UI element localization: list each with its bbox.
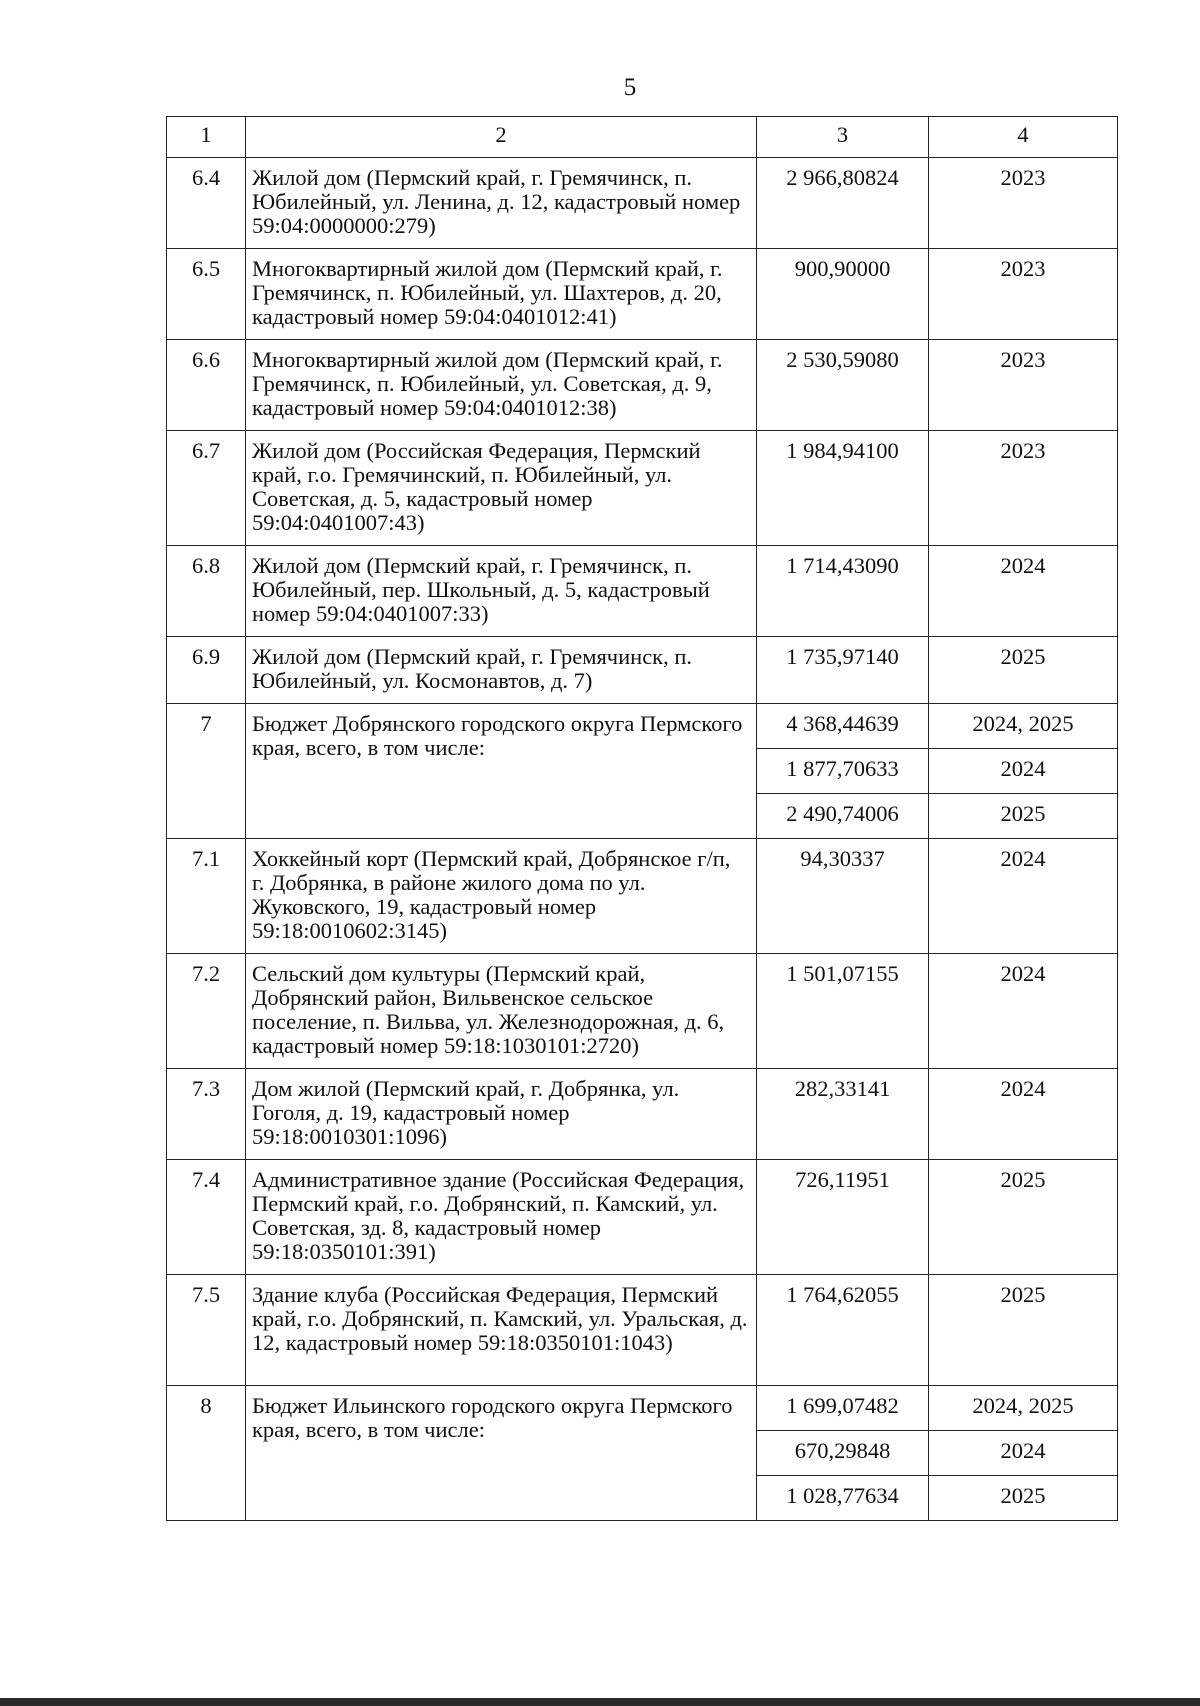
row-year: 2023 xyxy=(929,431,1118,546)
row-amount: 900,90000 xyxy=(757,249,929,340)
budget-row xyxy=(167,1386,1118,1431)
table-row xyxy=(167,1160,1118,1275)
row-description: Жилой дом (Пермский край, г. Гремячинск, п. Юбилейный, ул. Космонавтов, д. 7) xyxy=(246,637,757,704)
row-description: Сельский дом культуры (Пермский край, Добрянский район, Вильвенское сельское поселение, п. Вильва, ул. Железнодорожная, д. 6, кадастровый номер 59:18:1030101:2720) xyxy=(246,954,757,1069)
row-year: 2023 xyxy=(929,340,1118,431)
row-number: 6.9 xyxy=(167,637,246,704)
row-amount: 1 735,97140 xyxy=(757,637,929,704)
budget-year: 2025 xyxy=(929,794,1118,839)
row-number: 6.8 xyxy=(167,546,246,637)
budget-row xyxy=(167,704,1118,749)
row-description: Многоквартирный жилой дом (Пермский край, г. Гремячинск, п. Юбилейный, ул. Шахтеров, д. 20, кадастровый номер 59:04:0401012:41) xyxy=(246,249,757,340)
row-amount: 1 714,43090 xyxy=(757,546,929,637)
row-number: 7.4 xyxy=(167,1160,246,1275)
row-description: Бюджет Добрянского городского округа Пермского края, всего, в том числе: xyxy=(246,704,757,839)
row-amount: 2 966,80824 xyxy=(757,158,929,249)
budget-year: 2024 xyxy=(929,749,1118,794)
budget-amount: 1 028,77634 xyxy=(757,1476,929,1521)
header-cell: 4 xyxy=(929,117,1118,158)
row-number: 7.5 xyxy=(167,1275,246,1386)
row-description: Жилой дом (Российская Федерация, Пермский край, г.о. Гремячинский, п. Юбилейный, ул. Советская, д. 5, кадастровый номер 59:04:0401007:43) xyxy=(246,431,757,546)
row-number: 8 xyxy=(167,1386,246,1521)
row-number: 7 xyxy=(167,704,246,839)
row-number: 7.1 xyxy=(167,839,246,954)
row-number: 6.5 xyxy=(167,249,246,340)
row-amount: 94,30337 xyxy=(757,839,929,954)
table-row xyxy=(167,546,1118,637)
scan-bottom-edge xyxy=(0,1698,1200,1706)
budget-amount: 670,29848 xyxy=(757,1431,929,1476)
row-year: 2024 xyxy=(929,1069,1118,1160)
budget-amount: 2 490,74006 xyxy=(757,794,929,839)
budget-total-year: 2024, 2025 xyxy=(929,1386,1118,1431)
row-year: 2023 xyxy=(929,158,1118,249)
budget-amount: 1 877,70633 xyxy=(757,749,929,794)
table-row xyxy=(167,340,1118,431)
row-description: Жилой дом (Пермский край, г. Гремячинск, п. Юбилейный, пер. Школьный, д. 5, кадастровый номер 59:04:0401007:33) xyxy=(246,546,757,637)
row-year: 2023 xyxy=(929,249,1118,340)
budget-total-amount: 1 699,07482 xyxy=(757,1386,929,1431)
row-year: 2025 xyxy=(929,1160,1118,1275)
page-number: 5 xyxy=(623,74,637,101)
header-row xyxy=(167,117,1118,158)
budget-table xyxy=(166,116,1118,1521)
table-row xyxy=(167,839,1118,954)
table-row xyxy=(167,1275,1118,1386)
row-description: Здание клуба (Российская Федерация, Пермский край, г.о. Добрянский, п. Камский, ул. Уральская, д. 12, кадастровый номер 59:18:0350101:1043) xyxy=(246,1275,757,1386)
row-description: Жилой дом (Пермский край, г. Гремячинск, п. Юбилейный, ул. Ленина, д. 12, кадастровый номер 59:04:0000000:279) xyxy=(246,158,757,249)
row-description: Многоквартирный жилой дом (Пермский край, г. Гремячинск, п. Юбилейный, ул. Советская, д. 9, кадастровый номер 59:04:0401012:38) xyxy=(246,340,757,431)
row-number: 7.2 xyxy=(167,954,246,1069)
budget-total-amount: 4 368,44639 xyxy=(757,704,929,749)
row-year: 2025 xyxy=(929,1275,1118,1386)
row-year: 2024 xyxy=(929,954,1118,1069)
row-amount: 1 984,94100 xyxy=(757,431,929,546)
table-row xyxy=(167,158,1118,249)
table-row xyxy=(167,954,1118,1069)
row-number: 6.4 xyxy=(167,158,246,249)
row-description: Дом жилой (Пермский край, г. Добрянка, ул. Гоголя, д. 19, кадастровый номер 59:18:0010301:1096) xyxy=(246,1069,757,1160)
row-number: 6.7 xyxy=(167,431,246,546)
row-description: Бюджет Ильинского городского округа Пермского края, всего, в том числе: xyxy=(246,1386,757,1521)
header-cell: 3 xyxy=(757,117,929,158)
row-year: 2024 xyxy=(929,546,1118,637)
row-year: 2025 xyxy=(929,637,1118,704)
header-cell: 1 xyxy=(167,117,246,158)
budget-total-year: 2024, 2025 xyxy=(929,704,1118,749)
row-year: 2024 xyxy=(929,839,1118,954)
row-description: Хоккейный корт (Пермский край, Добрянское г/п, г. Добрянка, в районе жилого дома по ул. Жуковского, 19, кадастровый номер 59:18:0010602:3145) xyxy=(246,839,757,954)
table-row xyxy=(167,431,1118,546)
budget-year: 2025 xyxy=(929,1476,1118,1521)
row-number: 7.3 xyxy=(167,1069,246,1160)
table-row xyxy=(167,249,1118,340)
row-amount: 1 764,62055 xyxy=(757,1275,929,1386)
row-amount: 282,33141 xyxy=(757,1069,929,1160)
row-number: 6.6 xyxy=(167,340,246,431)
row-amount: 726,11951 xyxy=(757,1160,929,1275)
header-cell: 2 xyxy=(246,117,757,158)
row-amount: 1 501,07155 xyxy=(757,954,929,1069)
budget-year: 2024 xyxy=(929,1431,1118,1476)
row-description: Административное здание (Российская Федерация, Пермский край, г.о. Добрянский, п. Камский, ул. Советская, зд. 8, кадастровый номер 59:18:0350101:391) xyxy=(246,1160,757,1275)
row-amount: 2 530,59080 xyxy=(757,340,929,431)
table-row xyxy=(167,1069,1118,1160)
table-row xyxy=(167,637,1118,704)
